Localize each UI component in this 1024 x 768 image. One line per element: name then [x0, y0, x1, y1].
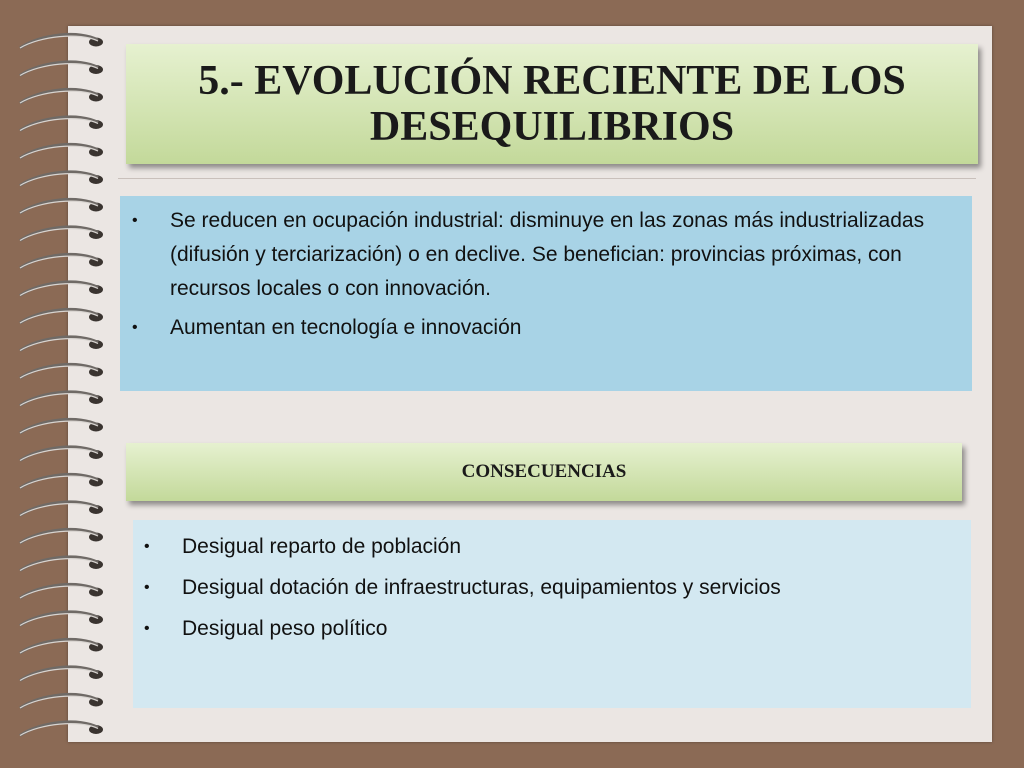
- list-item: [132, 204, 952, 306]
- binding-ring: [20, 557, 103, 571]
- bullet-icon: •: [132, 319, 138, 336]
- binding-ring: [20, 172, 103, 186]
- list-item-text: Desigual reparto de población: [182, 535, 462, 558]
- list-item: [132, 311, 952, 345]
- title-banner: [126, 44, 978, 164]
- title-line-1: 5.- EVOLUCIÓN RECIENTE DE LOS: [198, 58, 906, 104]
- evolution-box: [120, 196, 972, 391]
- list-item-text: Desigual peso político: [182, 617, 388, 640]
- list-item: [144, 612, 951, 646]
- consecuencias-banner: [126, 443, 962, 501]
- binding-ring: [20, 722, 103, 736]
- slide-title: [198, 58, 905, 150]
- bullet-icon: •: [144, 620, 150, 637]
- binding-ring: [20, 502, 103, 516]
- bullet-icon: •: [144, 538, 150, 555]
- binding-ring: [20, 309, 103, 323]
- binding-ring: [20, 144, 103, 158]
- binding-ring: [20, 584, 103, 598]
- list-item-text: Desigual dotación de infraestructuras, equipamientos y servicios: [182, 576, 781, 599]
- binding-ring: [20, 612, 103, 626]
- binding-ring: [20, 694, 103, 708]
- binding-ring: [20, 639, 103, 653]
- bullet-icon: •: [144, 579, 150, 596]
- spiral-binding: [0, 0, 130, 768]
- binding-ring: [20, 529, 103, 543]
- binding-ring: [20, 282, 103, 296]
- consequences-box: [133, 520, 971, 708]
- list-item-text: Se reducen en ocupación industrial: disminuye en las zonas más industrializadas (difusión y terciarización) o en declive. Se benefician: provincias próximas, con recursos locales o con innovación.: [170, 209, 925, 300]
- consecuencias-heading: CONSECUENCIAS: [461, 461, 627, 482]
- divider-line: [118, 178, 976, 179]
- binding-ring: [20, 89, 103, 103]
- binding-ring: [20, 364, 103, 378]
- title-line-2: DESEQUILIBRIOS: [369, 104, 735, 150]
- list-item: [144, 571, 951, 605]
- binding-ring: [20, 227, 103, 241]
- binding-ring: [20, 199, 103, 213]
- list-item-text: Aumentan en tecnología e innovación: [170, 316, 522, 339]
- binding-ring: [20, 254, 103, 268]
- binding-ring: [20, 337, 103, 351]
- binding-ring: [20, 62, 103, 76]
- binding-ring: [20, 117, 103, 131]
- binding-ring: [20, 474, 103, 488]
- binding-ring: [20, 34, 103, 48]
- list-item: [144, 530, 951, 564]
- binding-ring: [20, 667, 103, 681]
- binding-ring: [20, 447, 103, 461]
- bullet-icon: •: [132, 212, 138, 229]
- binding-ring: [20, 392, 103, 406]
- binding-ring: [20, 419, 103, 433]
